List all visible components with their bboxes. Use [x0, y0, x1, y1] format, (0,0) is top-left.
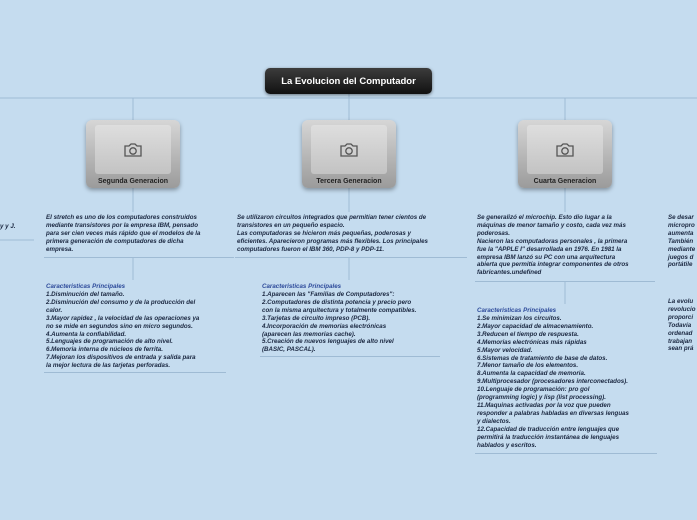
topic-label: Cuarta Generacion [533, 178, 597, 185]
gen2-description-underline [44, 257, 234, 258]
camera-icon [123, 142, 143, 158]
topic-tercera-generacion[interactable] [302, 120, 396, 188]
gen4-description[interactable]: Se generalizó el microchip. Esto dio lugar a la máquinas de menor tamaño y costo, cada vez más poderosas. Nacieron las computadoras personales , la primera fue la "APPLE I" desarrollada en 1976. En 1981 la empresa IBM lanzó su PC con una arquitectura abierta que permitía integrar componentes de otros fabricantes.undefined [477, 214, 629, 277]
gen4-features[interactable]: 1.Se minimizan los circuitos. 2.Mayor capacidad de almacenamiento. 3.Reducen el tiempo de respuesta. 4.Memorias electrónicas más rápidas 5.Mayor velocidad. 6.Sistemas de tratamiento de base de datos. 7.Menor tamaño de los elementos. 8.Aumenta la capacidad de memoria. 9.Multiprocesador (procesadores interconectados). 10.Lenguaje de programación: pro gol (programming logic) y lisp (list processing). 11.Maquinas activadas por la voz que pueden responder a palabras habladas en diversas lenguas y dialectos. 12.Capacidad de traducción entre lenguajes que permitirá la traducción instantánea de lenguajes hablados y escritos. [477, 315, 630, 449]
gen4-description-underline [475, 281, 655, 282]
left-edge-text: y y J. [0, 223, 16, 230]
gen2-features-underline [44, 372, 226, 373]
image-placeholder [311, 125, 387, 174]
right-edge-upper-text: Se desar micropro aumenta También mediante juegos d portátile [668, 214, 696, 269]
gen4-features-underline [475, 453, 657, 454]
gen3-features-underline [260, 356, 440, 357]
gen3-description[interactable]: Se utilizaron circuitos integrados que permitían tener cientos de transistores en un pequeño espacio. Las computadoras se hicieron más pequeñas, poderosas y eficientes. Aparecieron programas más flexibles. Los principales computadores fueron el IBM 360, PDP-8 y PDP-11. [237, 214, 428, 253]
gen3-features-title[interactable]: Caracteristicas Principales [262, 283, 342, 290]
gen2-features-title[interactable]: Caracteristicas Principales [46, 283, 126, 290]
topic-segunda-generacion[interactable] [86, 120, 180, 188]
root-topic[interactable] [265, 68, 432, 94]
right-edge-lower-text: La evolu revolucio proporci Todavía ordenad trabajan sean prá [668, 298, 696, 353]
camera-icon [555, 142, 575, 158]
image-placeholder [95, 125, 171, 174]
image-placeholder [527, 125, 603, 174]
topic-label: Segunda Generacion [97, 178, 169, 185]
topic-cuarta-generacion[interactable] [518, 120, 612, 188]
gen2-features[interactable]: 1.Disminución del tamaño. 2.Disminución del consumo y de la producción del calor. 3.Mayor rapidez , la velocidad de las operaciones ya no se mide en segundos sino en micro segundos. 4.Aumenta la confiabilidad. 5.Lenguajes de programación de alto nivel. 6.Memoria interna de núcleos de ferrita. 7.Mejoran los dispositivos de entrada y salida para la mejor lectura de las tarjetas perforadas. [46, 291, 200, 370]
root-title: La Evolucion del Computador [281, 75, 416, 87]
topic-label: Tercera Generacion [316, 178, 382, 185]
gen3-features[interactable]: 1.Aparecen las "Familias de Computadores": 2.Computadores de distinta potencia y precio pero con la misma arquitectura y totalmente compatibles. 3.Tarjetas de circuito impreso (PCB). 4.Incorporación de memorias electrónicas (aparecen las memorias cache). 5.Creación de nuevos lenguajes de alto nivel (BASIC, PASCAL). [262, 291, 417, 354]
gen3-description-underline [235, 257, 467, 258]
gen2-description[interactable]: El stretch es uno de los computadores construidos mediante transistores por la empresa IBM, pensado para ser cien veces más rápido que el modelos de la primera generación de computadores de dicha empresa. [46, 214, 201, 253]
gen4-features-title[interactable]: Caracteristicas Principales [477, 307, 557, 314]
camera-icon [339, 142, 359, 158]
